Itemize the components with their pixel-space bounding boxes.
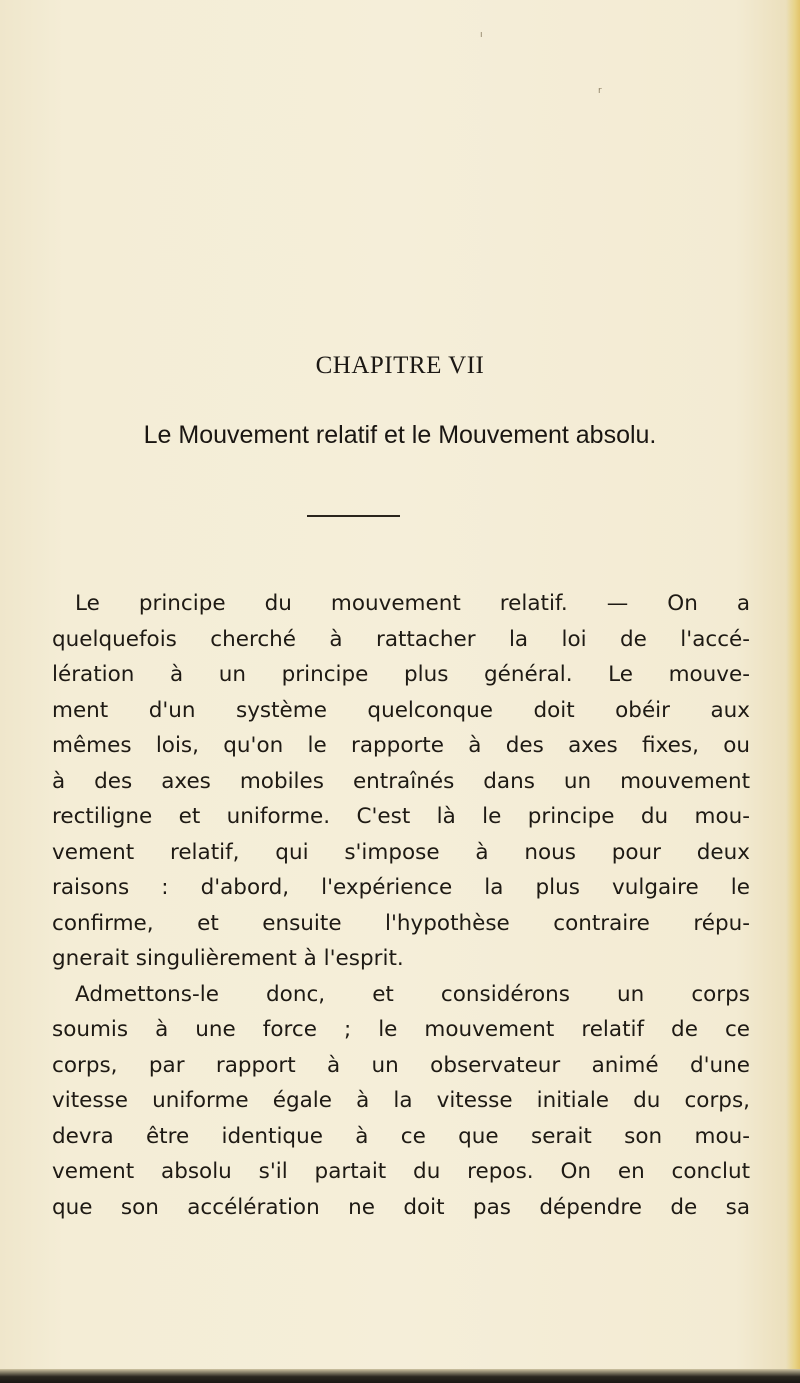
page-edge-shading [786,0,800,1383]
page-speck: ı [480,30,483,40]
chapter-heading: CHAPITRE VII [315,352,485,379]
chapter-title: Le Mouvement relatif et le Mouvement absolu. [143,421,657,449]
title-divider [307,515,400,517]
text-line: confirme, et ensuite l'hypothèse contraire répu- [52,910,750,936]
text-line: vitesse uniforme égale à la vitesse initiale du corps, [52,1088,750,1113]
text-line: mêmes lois, qu'on le rapporte à des axes fixes, ou [52,733,750,758]
body-text [52,586,750,1225]
text-line: ment d'un système quelconque doit obéir aux [52,697,750,723]
text-line: rectiligne et uniforme. C'est là le principe du mou- [52,804,750,829]
text-line: vement absolu s'il partait du repos. On en conclut [52,1159,750,1184]
page-speck: r [598,86,602,96]
text-line: soumis à une force ; le mouvement relatif de ce [52,1017,750,1042]
text-line: que son accélération ne doit pas dépendre de sa [52,1194,750,1220]
text-line: quelquefois cherché à rattacher la loi de l'accé- [52,626,750,652]
text-line: vement relatif, qui s'impose à nous pour deux [52,839,750,865]
text-line: raisons : d'abord, l'expérience la plus vulgaire le [52,875,750,900]
page-bottom-edge [0,1369,800,1383]
text-line: devra être identique à ce que serait son mou- [52,1123,750,1149]
text-line: corps, par rapport à un observateur animé d'une [52,1052,750,1078]
text-line: lération à un principe plus général. Le mouve- [52,662,750,687]
text-line: Admettons-le donc, et considérons un corps [75,981,750,1007]
text-line: Le principe du mouvement relatif. — On a [75,591,750,616]
text-line: à des axes mobiles entraînés dans un mouvement [52,768,750,794]
text-line: gnerait singulièrement à l'esprit. [52,946,404,971]
